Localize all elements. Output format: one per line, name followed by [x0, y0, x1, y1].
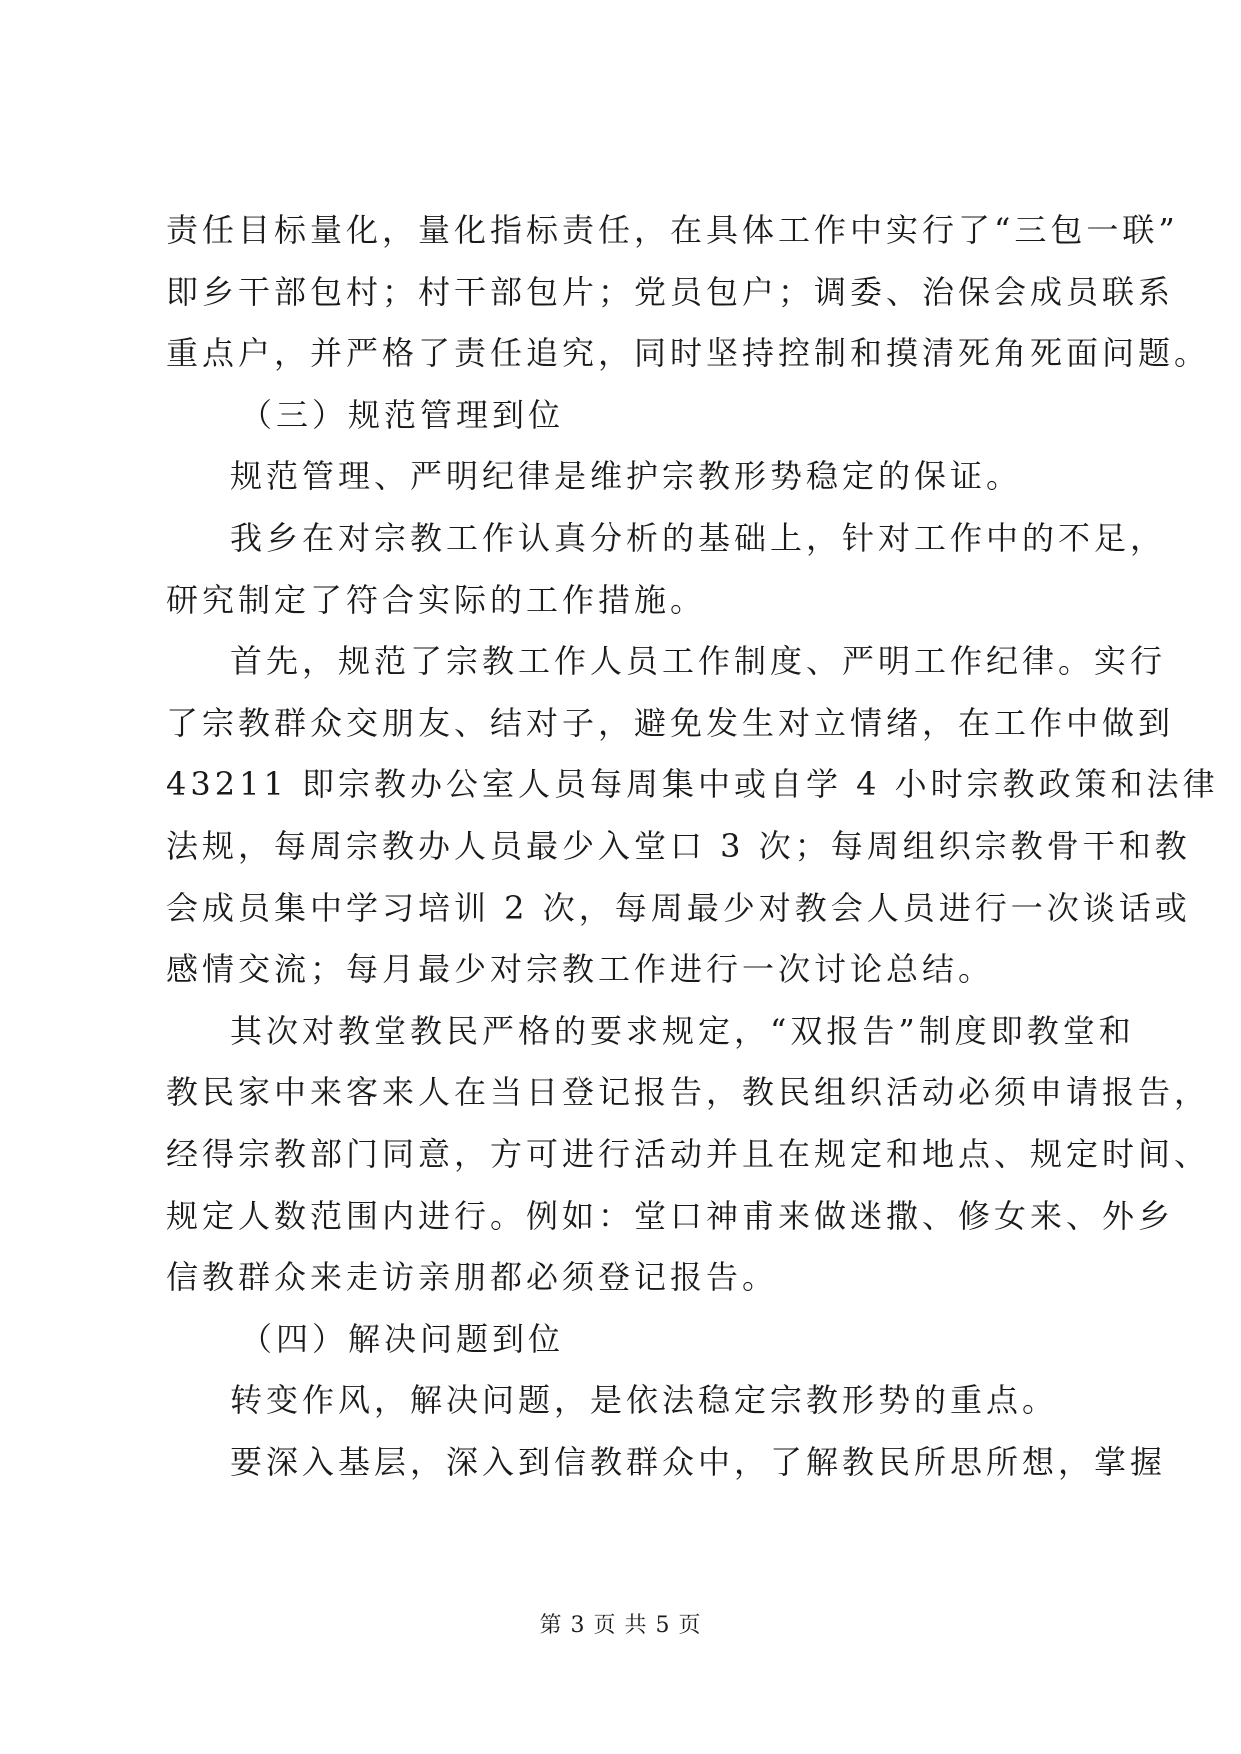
section-heading: （四）解决问题到位 — [240, 1319, 565, 1358]
paragraph-line: 会成员集中学习培训 2 次，每周最少对教会人员进行一次谈话或 — [166, 888, 1191, 927]
paragraph-line: 责任目标量化，量化指标责任，在具体工作中实行了“三包一联” — [166, 211, 1179, 249]
paragraph-line: 转变作风，解决问题，是依法稳定宗教形势的重点。 — [230, 1381, 1059, 1420]
paragraph-line: 首先，规范了宗教工作人员工作制度、严明工作纪律。实行 — [230, 642, 1167, 681]
section-heading: （三）规范管理到位 — [240, 395, 565, 434]
paragraph-line: 了宗教群众交朋友、结对子，避免发生对立情绪，在工作中做到 — [166, 703, 1175, 742]
paragraph-line: 经得宗教部门同意，方可进行活动并且在规定和地点、规定时间、 — [166, 1134, 1211, 1173]
paragraph-line: 要深入基层，深入到信教群众中，了解教民所思所想，掌握 — [230, 1442, 1167, 1481]
paragraph-line: 我乡在对宗教工作认真分析的基础上，针对工作中的不足， — [230, 518, 1167, 557]
page-footer: 第 3 页 共 5 页 — [539, 1613, 702, 1638]
paragraph-line: 研究制定了符合实际的工作措施。 — [166, 580, 707, 619]
paragraph-line: 其次对教堂教民严格的要求规定，“双报告”制度即教堂和 — [230, 1011, 1135, 1050]
paragraph-line: 信教群众来走访亲朋都必须登记报告。 — [166, 1258, 779, 1297]
paragraph-line: 规范管理、严明纪律是维护宗教形势稳定的保证。 — [230, 457, 1023, 496]
paragraph-line: 法规，每周宗教办人员最少入堂口 3 次；每周组织宗教骨干和教 — [166, 826, 1191, 865]
paragraph-line: 43211 即宗教办公室人员每周集中或自学 4 小时宗教政策和法律 — [166, 765, 1219, 804]
paragraph-line: 教民家中来客来人在当日登记报告，教民组织活动必须申请报告， — [166, 1073, 1211, 1112]
paragraph-line: 规定人数范围内进行。例如：堂口神甫来做迷撒、修女来、外乡 — [166, 1196, 1175, 1235]
paragraph-line: 重点户，并严格了责任追究，同时坚持控制和摸清死角死面问题。 — [166, 334, 1211, 373]
body-text — [166, 200, 1219, 1493]
paragraph-line: 即乡干部包村；村干部包片；党员包户；调委、治保会成员联系 — [166, 272, 1175, 311]
paragraph-line: 感情交流；每月最少对宗教工作进行一次讨论总结。 — [166, 950, 995, 989]
